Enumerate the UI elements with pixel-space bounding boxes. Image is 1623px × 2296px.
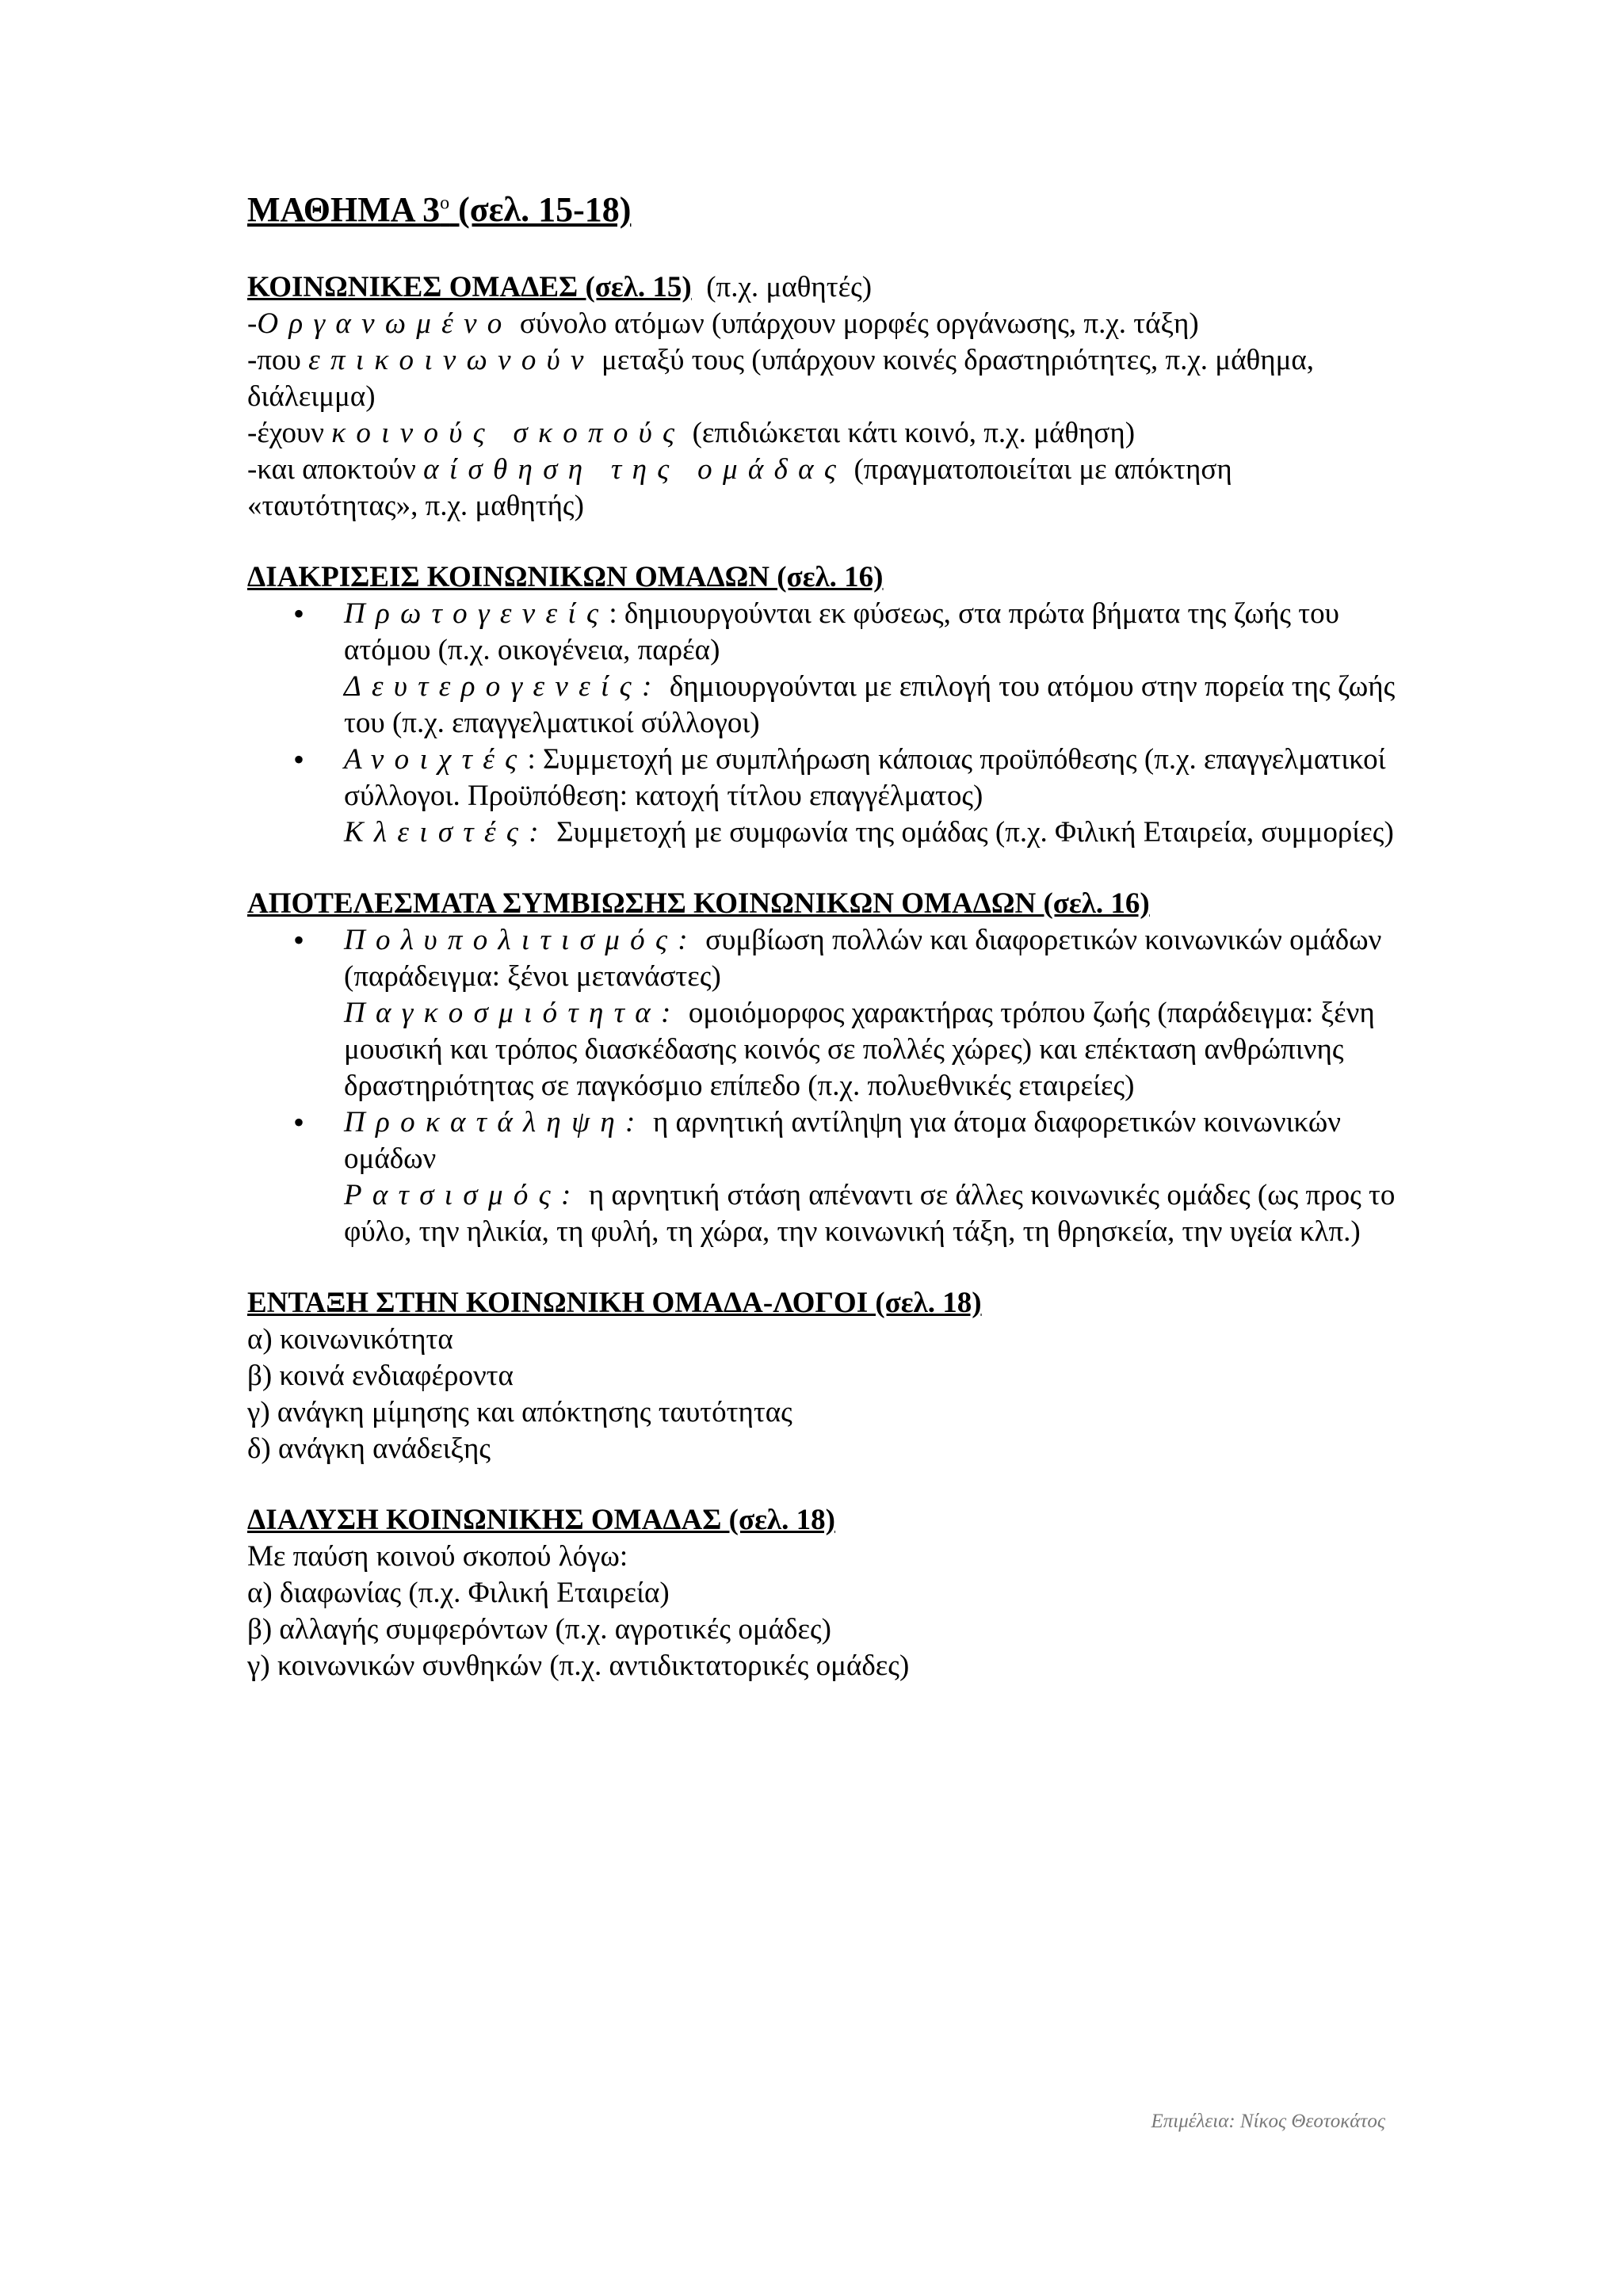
document-body — [247, 189, 1396, 1719]
list-item: β) κοινά ενδιαφέροντα — [247, 1360, 514, 1392]
list-item: γ) ανάγκη μίμησης και απόκτησης ταυτότητας — [247, 1396, 792, 1428]
intro-text: Με παύση κοινού σκοπού λόγω: — [247, 1540, 628, 1573]
key-term: αίσθηση της ομάδας — [423, 453, 847, 486]
list-item: • Ανοιχτές: Συμμετοχή με συμπλήρωση κάποιας προϋπόθεσης (π.χ. επαγγελματικοί σύλλογοι. Προϋπόθεση: κατοχή τίτλου επαγγέλματος) Κλειστές: Συμμετοχή με συμφωνία της ομάδας (π.χ. Φιλική Εταιρεία, συμμορίες) — [247, 742, 1396, 851]
definition-line: -Οργανωμένο σύνολο ατόμων (υπάρχουν μορφές οργάνωσης, π.χ. τάξη) — [247, 307, 1199, 340]
section-heading: ΕΝΤΑΞΗ ΣΤΗΝ ΚΟΙΝΩΝΙΚΗ ΟΜΑΔΑ-ΛΟΓΟΙ (σελ. 18) — [247, 1287, 982, 1319]
list-item: α) κοινωνικότητα — [247, 1323, 453, 1356]
definition-line: -και αποκτούν αίσθηση της ομάδας (πραγματοποιείται με απόκτηση «ταυτότητας», π.χ. μαθητής) — [247, 453, 1232, 522]
key-term: Δευτερογενείς: — [344, 670, 663, 703]
section-heading: ΚΟΙΝΩΝΙΚΕΣ ΟΜΑΔΕΣ (σελ. 15) — [247, 271, 692, 303]
section-heading-line — [247, 269, 1396, 306]
key-term: κοινούς σκοπούς — [331, 417, 685, 449]
list-item: α) διαφωνίας (π.χ. Φιλική Εταιρεία) — [247, 1577, 670, 1609]
heading-note: (π.χ. μαθητές) — [691, 271, 873, 303]
section-group-dissolution — [247, 1502, 1396, 1684]
definition-line: -έχουν κοινούς σκοπούς (επιδιώκεται κάτι κοινό, π.χ. μάθηση) — [247, 417, 1136, 449]
key-term: Πρωτογενείς — [344, 597, 609, 630]
author-footer: Επιμέλεια: Νίκος Θεοτοκάτος — [1151, 2111, 1385, 2132]
key-term: Προκατάληψη: — [344, 1106, 646, 1138]
list-item: • Πρωτογενείς: δημιουργούνται εκ φύσεως, στα πρώτα βήματα της ζωής του ατόμου (π.χ. οικογένεια, παρέα) Δευτερογενείς: δημιουργούνται με επιλογή του ατόμου στην πορεία της ζωής του (π.χ. επαγγελματικοί σύλλογοι) — [247, 596, 1396, 742]
key-term: Οργανωμένο — [257, 307, 513, 340]
section-coexistence-results — [247, 886, 1396, 1250]
key-term: Κλειστές: — [344, 816, 549, 849]
list-item: δ) ανάγκη ανάδειξης — [247, 1432, 491, 1465]
key-term: Παγκοσμιότητα: — [344, 997, 682, 1029]
bullet-list — [247, 922, 1396, 1250]
list-item: • Πολυπολιτισμός: συμβίωση πολλών και διαφορετικών κοινωνικών ομάδων (παράδειγμα: ξένοι μετανάστες) Παγκοσμιότητα: ομοιόμορφος χαρακτήρας τρόπου ζωής (παράδειγμα: ξένη μουσική και τρόπος διασκέδασης κοινός σε πολλές χώρες) και επέκταση ανθρώπινης δραστηριότητας σε παγκόσμιο επίπεδο (π.χ. πολυεθνικές εταιρείες) — [247, 922, 1396, 1104]
section-heading: ΔΙΑΛΥΣΗ ΚΟΙΝΩΝΙΚΗΣ ΟΜΑΔΑΣ (σελ. 18) — [247, 1504, 835, 1536]
bullet-list — [247, 596, 1396, 851]
key-term: επικοινωνούν — [308, 344, 594, 376]
section-social-groups — [247, 269, 1396, 524]
key-term: Ρατσισμός: — [344, 1179, 582, 1211]
section-heading: ΔΙΑΚΡΙΣΕΙΣ ΚΟΙΝΩΝΙΚΩΝ ΟΜΑΔΩΝ (σελ. 16) — [247, 561, 884, 593]
title-pages: (σελ. 15-18) — [449, 190, 632, 229]
page-title — [247, 189, 1396, 231]
list-item: • Προκατάληψη: η αρνητική αντίληψη για άτομα διαφορετικών κοινωνικών ομάδων Ρατσισμός: η αρνητική στάση απέναντι σε άλλες κοινωνικές ομάδες (ως προς το φύλο, την ηλικία, τη φυλή, τη χώρα, την κοινωνική τάξη, τη θρησκεία, την υγεία κλπ.) — [247, 1104, 1396, 1250]
section-heading: ΑΠΟΤΕΛΕΣΜΑΤΑ ΣΥΜΒΙΩΣΗΣ ΚΟΙΝΩΝΙΚΩΝ ΟΜΑΔΩΝ (σελ. 16) — [247, 887, 1150, 920]
title-superscript: ο — [440, 193, 450, 214]
title-text: ΜΑΘΗΜΑ 3 — [247, 190, 441, 229]
section-joining-reasons — [247, 1285, 1396, 1467]
list-item: γ) κοινωνικών συνθηκών (π.χ. αντιδικτατορικές ομάδες) — [247, 1650, 910, 1682]
key-term: Πολυπολιτισμός: — [344, 924, 698, 956]
definition-line: -που επικοινωνούν μεταξύ τους (υπάρχουν κοινές δραστηριότητες, π.χ. μάθημα, διάλειμμα) — [247, 344, 1315, 413]
list-item: β) αλλαγής συμφερόντων (π.χ. αγροτικές ομάδες) — [247, 1613, 831, 1646]
section-group-distinctions — [247, 559, 1396, 851]
key-term: Ανοιχτές — [344, 743, 528, 776]
